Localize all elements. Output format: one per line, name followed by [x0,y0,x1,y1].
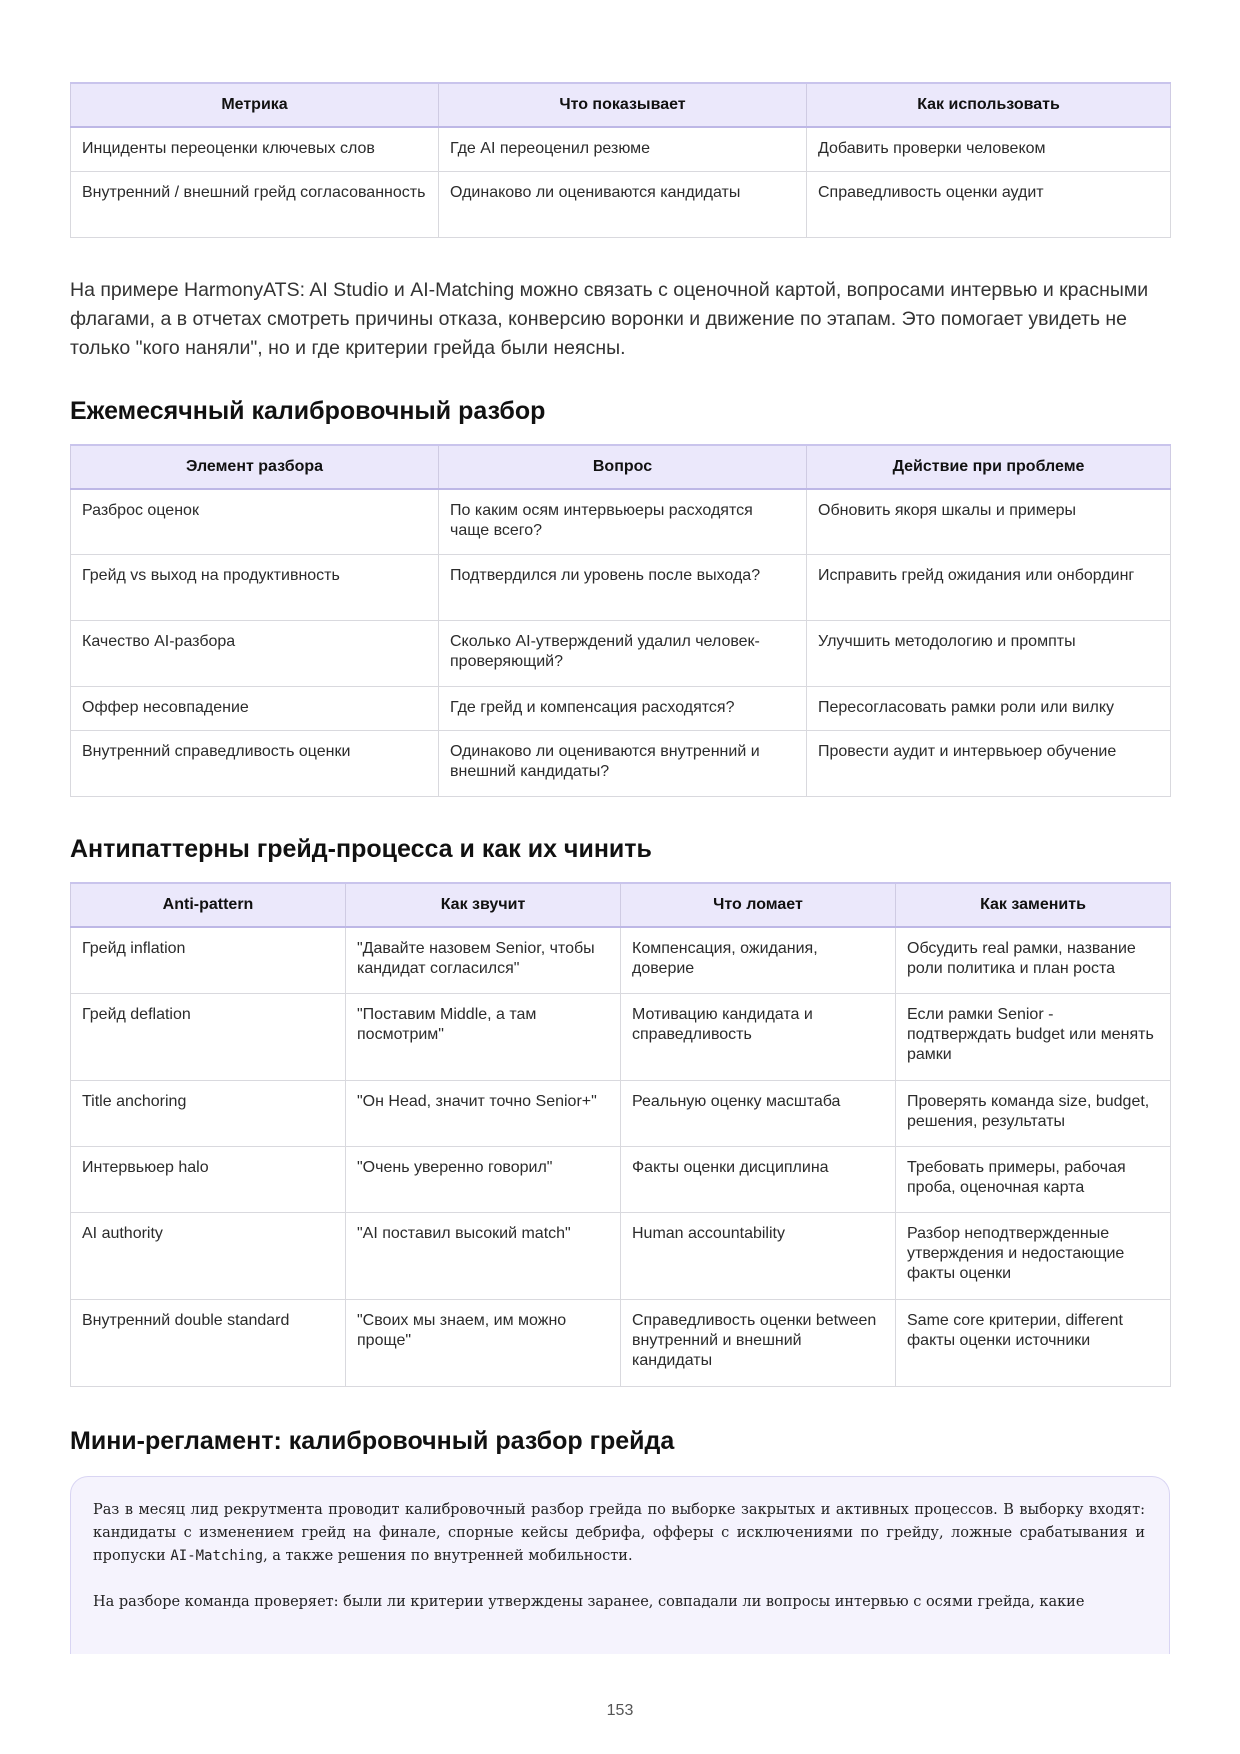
reglament-text: Раз в месяц лид рекрутмента проводит калибровочный разбор грейда по выборке закрытых и активных процессов. В выборку входят: кандидаты с изменением грейд на финале, спорные кейсы дебрифа, офферы с исключениями по грейду, ложные срабатывания и пропуски [93,1502,1145,1564]
table-header-row [71,445,1171,489]
table-cell: Требовать примеры, рабочая проба, оценочная карта [896,1146,1171,1212]
section-title-antipatterns: Антипаттерны грейд-процесса и как их чинить [70,835,652,863]
column-header: Как заменить [896,883,1171,927]
table-row [71,1299,1171,1386]
section-title-monthly: Ежемесячный калибровочный разбор [70,396,546,425]
table-cell: Интервьюер halo [71,1146,346,1212]
table-cell: AI authority [71,1212,346,1299]
table-cell: Провести аудит и интервьюер обучение [807,731,1171,797]
column-header: Что ломает [621,883,896,927]
table-cell: Справедливость оценки between внутренний и внешний кандидаты [621,1299,896,1386]
reglament-paragraph: На разборе команда проверяет: были ли критерии утверждены заранее, совпадали ли вопросы интервью с осями грейда, какие [93,1594,1085,1610]
table-cell: Одинаково ли оцениваются кандидаты [439,171,807,237]
table-cell: "AI поставил высокий match" [346,1212,621,1299]
reglament-code: AI-Matching [170,1548,264,1564]
table-cell: Сколько AI-утверждений удалил человек-проверяющий? [439,621,807,687]
table-cell: Внутренний / внешний грейд согласованность [71,171,439,237]
table-cell: Подтвердился ли уровень после выхода? [439,555,807,621]
table-cell: Мотивацию кандидата и справедливость [621,993,896,1080]
table-row [71,993,1171,1080]
table-cell: Оффер несовпадение [71,687,439,731]
table-cell: Компенсация, ожидания, доверие [621,927,896,993]
table-cell: Где грейд и компенсация расходятся? [439,687,807,731]
table-cell: Грейд deflation [71,993,346,1080]
table-cell: "Давайте назовем Senior, чтобы кандидат согласился" [346,927,621,993]
table-cell: Факты оценки дисциплина [621,1146,896,1212]
table-cell: Обновить якоря шкалы и примеры [807,489,1171,555]
table-cell: Обсудить real рамки, название роли политика и план роста [896,927,1171,993]
table-row [71,927,1171,993]
reglament-text: , а также решения по внутренней мобильности. [263,1548,633,1564]
table-row [71,1146,1171,1212]
column-header: Что показывает [439,83,807,127]
body-paragraph: На примере HarmonyATS: AI Studio и AI-Matching можно связать с оценочной картой, вопросами интервью и красными флагами, а в отчетах смотреть причины отказа, конверсию воронки и движение по этапам. Это помогает увидеть не только "кого наняли", но и где критерии грейда были неясны. [70,278,1149,359]
table-cell: Пересогласовать рамки роли или вилку [807,687,1171,731]
table-cell: Грейд inflation [71,927,346,993]
column-header: Как звучит [346,883,621,927]
table-cell: Human accountability [621,1212,896,1299]
table-row [71,1080,1171,1146]
table-cell: Добавить проверки человеком [807,127,1171,171]
table-cell: Если рамки Senior - подтверждать budget или менять рамки [896,993,1171,1080]
table-row [71,127,1171,171]
table-row [71,489,1171,555]
table-cell: "Своих мы знаем, им можно проще" [346,1299,621,1386]
table-cell: Внутренний справедливость оценки [71,731,439,797]
table-cell: Где AI переоценил резюме [439,127,807,171]
table-cell: Разброс оценок [71,489,439,555]
table-header-row [71,83,1171,127]
table-cell: По каким осям интервьюеры расходятся чаще всего? [439,489,807,555]
table-cell: Инциденты переоценки ключевых слов [71,127,439,171]
table-cell: Грейд vs выход на продуктивность [71,555,439,621]
column-header: Действие при проблеме [807,445,1171,489]
table-row [71,555,1171,621]
table-cell: Справедливость оценки аудит [807,171,1171,237]
page-content [70,82,1170,1456]
table-row [71,621,1171,687]
reglament-paragraph [93,1499,1145,1568]
table-cell: "Он Head, значит точно Senior+" [346,1080,621,1146]
table-cell: Исправить грейд ожидания или онбординг [807,555,1171,621]
table-cell: "Поставим Middle, а там посмотрим" [346,993,621,1080]
table-cell: Разбор неподтвержденные утверждения и недостающие факты оценки [896,1212,1171,1299]
table-header-row [71,883,1171,927]
metrics-table [70,82,1171,238]
section-title-reglament: Мини-регламент: калибровочный разбор грейда [70,1426,675,1455]
table-cell: Внутренний double standard [71,1299,346,1386]
column-header: Элемент разбора [71,445,439,489]
table-cell: Одинаково ли оцениваются внутренний и внешний кандидаты? [439,731,807,797]
table-cell: Same core критерии, different факты оценки источники [896,1299,1171,1386]
table-cell: Реальную оценку масштаба [621,1080,896,1146]
table-cell: Качество AI-разбора [71,621,439,687]
table-cell: Title anchoring [71,1080,346,1146]
table-row [71,1212,1171,1299]
table-cell: Улучшить методологию и промпты [807,621,1171,687]
table-cell: "Очень уверенно говорил" [346,1146,621,1212]
column-header: Вопрос [439,445,807,489]
page-number: 153 [606,1702,634,1719]
reglament-text-block [70,1476,1170,1654]
monthly-review-table [70,444,1171,798]
column-header: Метрика [71,83,439,127]
table-row [71,687,1171,731]
column-header: Как использовать [807,83,1171,127]
table-cell: Проверять команда size, budget, решения, результаты [896,1080,1171,1146]
table-row [71,171,1171,237]
antipatterns-table [70,882,1171,1387]
column-header: Anti-pattern [71,883,346,927]
table-row [71,731,1171,797]
